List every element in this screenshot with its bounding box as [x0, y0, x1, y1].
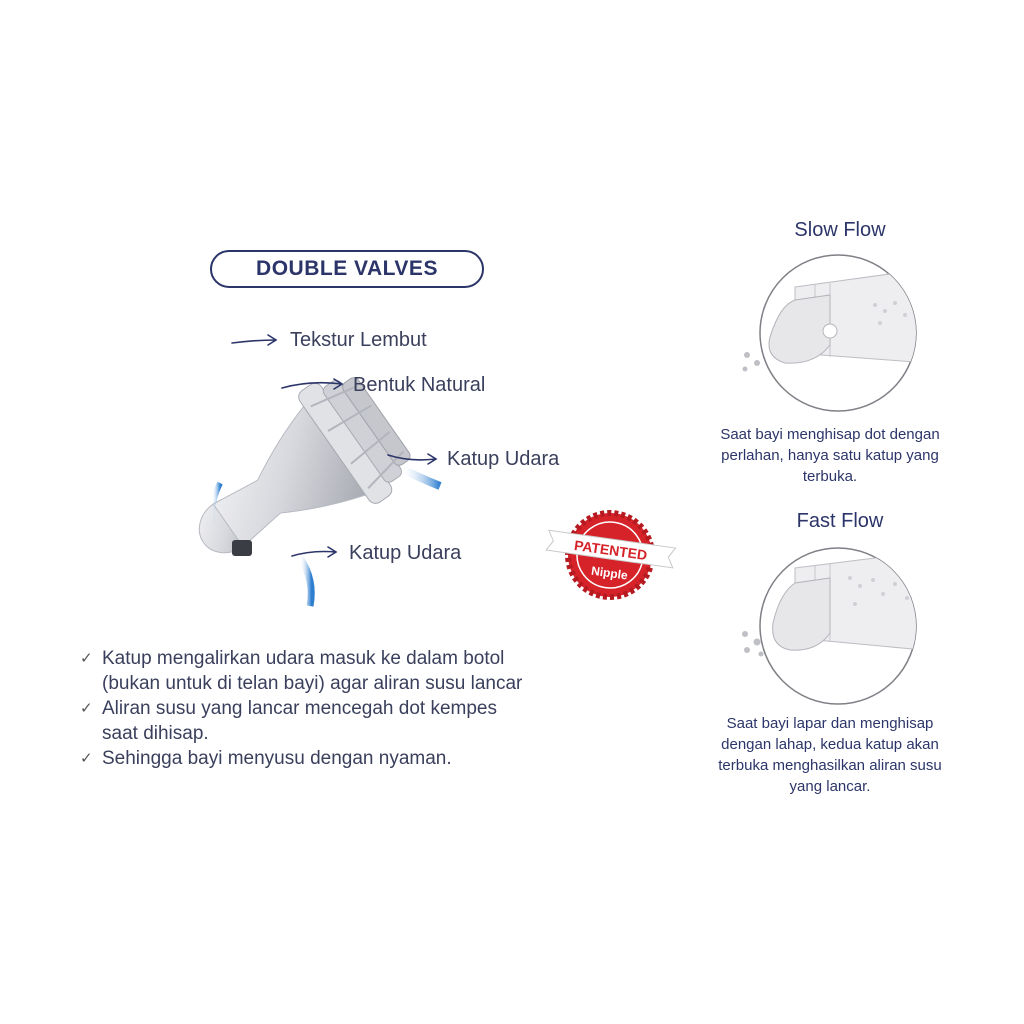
list-item: ✓ Sehingga bayi menyusu dengan nyaman.: [80, 748, 452, 769]
check-icon: ✓: [80, 700, 93, 717]
list-item: ✓ Aliran susu yang lancar mencegah dot kempes: [80, 698, 498, 719]
milk-drops: [743, 352, 761, 372]
arrow-tekstur: [232, 335, 276, 345]
badge-patented-text: PATENTED: [573, 537, 649, 564]
label-katup-udara-bottom: Katup Udara: [349, 542, 462, 564]
fast-flow-description: Saat bayi lapar dan menghisap dengan lahap, kedua katup akan terbuka menghasilkan aliran susu yang lancar.: [718, 715, 942, 795]
list-item: ✓ Katup mengalirkan udara masuk ke dalam botol: [80, 648, 505, 669]
arrow-katup-right: [388, 454, 436, 464]
list-item: saat dihisap.: [102, 723, 209, 744]
arrow-katup-bottom: [292, 547, 336, 557]
arrow-bentuk: [282, 379, 342, 389]
label-katup-udara-right: Katup Udara: [447, 448, 560, 470]
patented-nipple-badge: [540, 505, 680, 605]
double-valves-title: DOUBLE VALVES: [210, 250, 484, 288]
slow-flow-illustration: [735, 245, 945, 420]
check-icon: ✓: [80, 650, 93, 667]
fast-flow-title: Fast Flow: [796, 510, 884, 532]
label-tekstur-lembut: Tekstur Lembut: [290, 329, 427, 351]
label-bentuk-natural: Bentuk Natural: [353, 374, 486, 396]
slow-flow-title: Slow Flow: [794, 219, 886, 241]
badge-nipple-text: Nipple: [590, 563, 629, 583]
fast-flow-illustration: [735, 538, 945, 713]
slow-flow-description: Saat bayi menghisap dot dengan perlahan, hanya satu katup yang terbuka.: [720, 426, 940, 485]
feature-list: [80, 646, 640, 771]
list-item: (bukan untuk di telan bayi) agar aliran susu lancar: [102, 673, 523, 694]
check-icon: ✓: [80, 750, 93, 767]
